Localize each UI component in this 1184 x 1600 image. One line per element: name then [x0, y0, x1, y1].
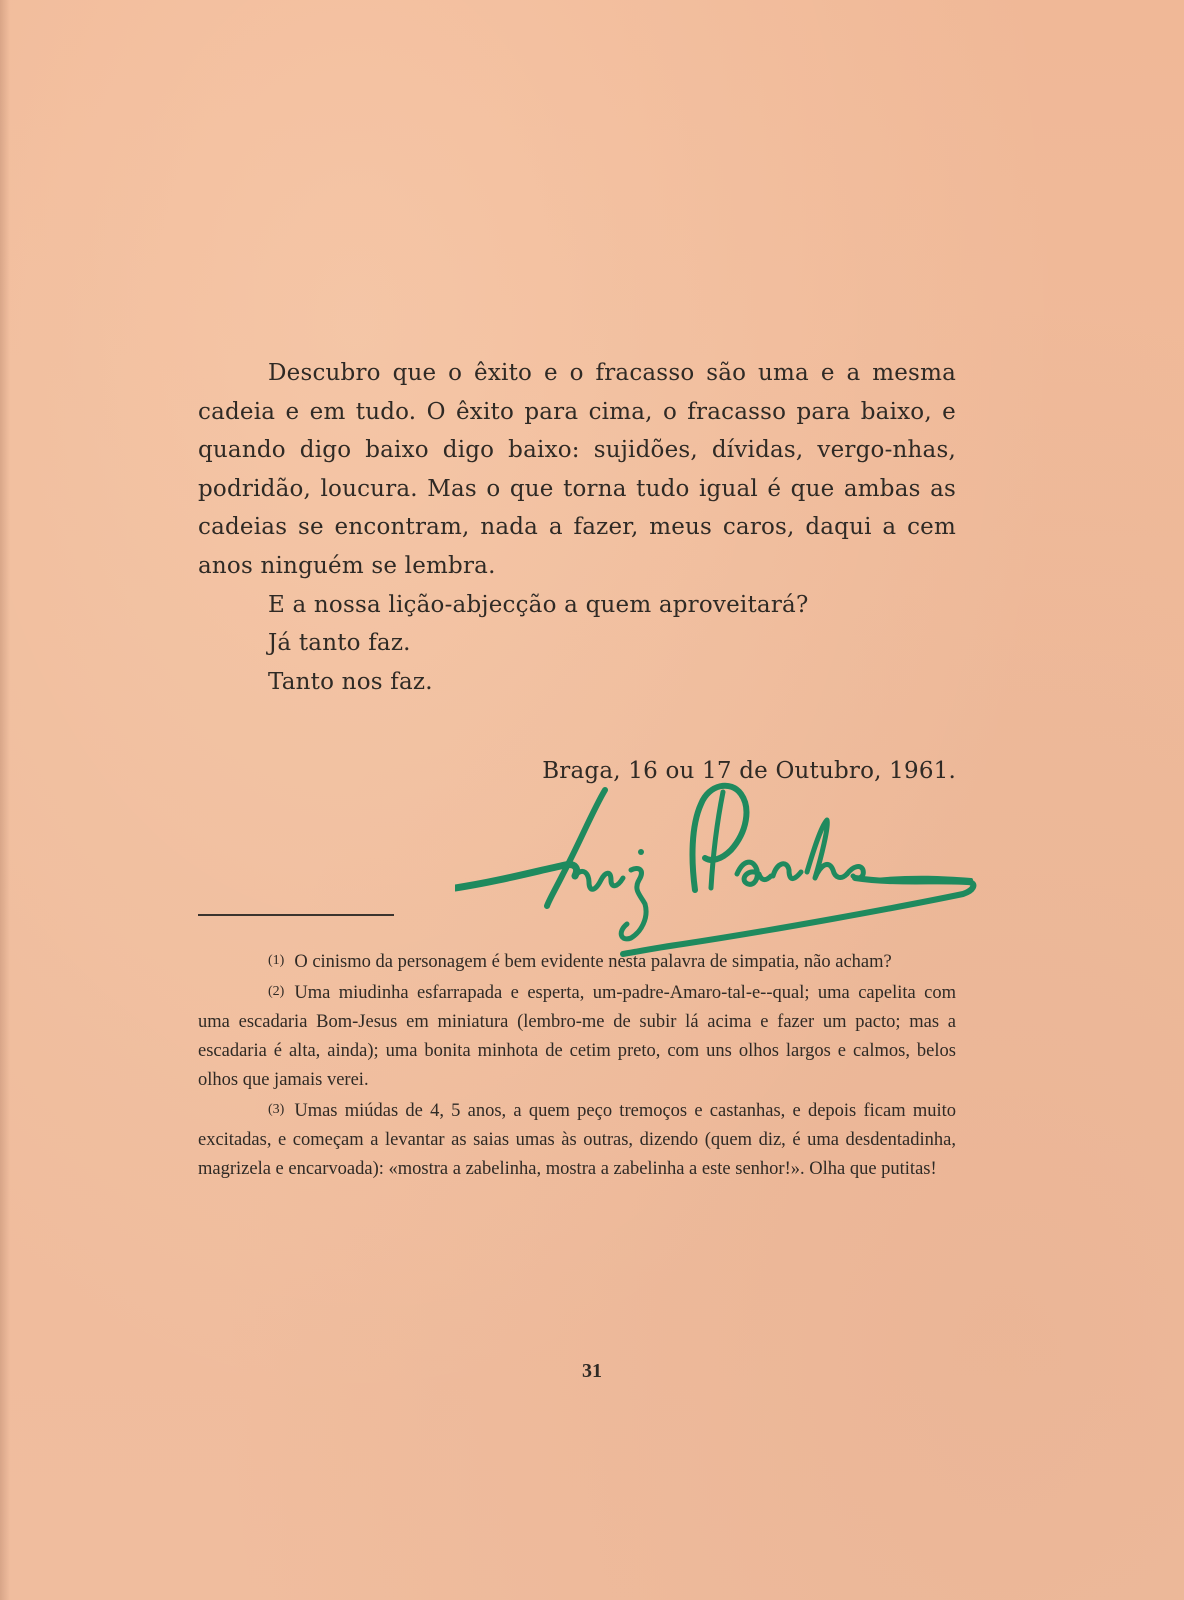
- main-text: [198, 354, 956, 701]
- footnote-marker: (3): [268, 1102, 285, 1117]
- footnote-text: Umas miúdas de 4, 5 anos, a quem peço tremoços e castanhas, e depois ficam muito excitadas, e começam a levantar as saias umas às outras, dizendo (quem diz, é uma desdentadinha, magrizela e encarvoada): «mostra a zabelinha, mostra a zabelinha a este senhor!». Olha que putitas!: [198, 1101, 956, 1179]
- footnote-divider: [198, 914, 394, 916]
- place-date-line: Braga, 16 ou 17 de Outubro, 1961.: [542, 758, 956, 784]
- footnote-marker: (2): [268, 984, 285, 999]
- paragraph-1: Descubro que o êxito e o fracasso são uma e a mesma cadeia e em tudo. O êxito para cima, o fracasso para baixo, e quando digo baixo digo baixo: sujidões, dívidas, vergo-nhas, podridão, loucura. Mas o que torna tudo igual é que ambas as cadeias se encontram, nada a fazer, meus caros, daqui a cem anos ninguém se lembra.: [198, 360, 956, 579]
- footnotes: [198, 946, 956, 1184]
- paragraph-4: Tanto nos faz.: [268, 668, 433, 695]
- paragraph-2: E a nossa lição-abjecção a quem aproveitará?: [268, 591, 809, 618]
- handwritten-signature: [455, 762, 995, 977]
- footnote-2: [198, 977, 956, 1095]
- footnote-3: [198, 1095, 956, 1184]
- page-number: 31: [582, 1360, 602, 1382]
- footnote-marker: (1): [268, 953, 285, 968]
- footnote-1: [198, 946, 956, 977]
- paragraph-3: Já tanto faz.: [268, 630, 411, 657]
- footnote-text: Uma miudinha esfarrapada e esperta, um-padre-Amaro-tal-e--qual; uma capelita com uma escadaria Bom-Jesus em miniatura (lembro-me de subir lá acima e fazer um pacto; mas a escadaria é alta, ainda); uma bonita minhota de cetim preto, com uns olhos largos e calmos, belos olhos que jamais verei.: [198, 983, 956, 1090]
- footnote-text: O cinismo da personagem é bem evidente nesta palavra de simpatia, não acham?: [294, 952, 892, 972]
